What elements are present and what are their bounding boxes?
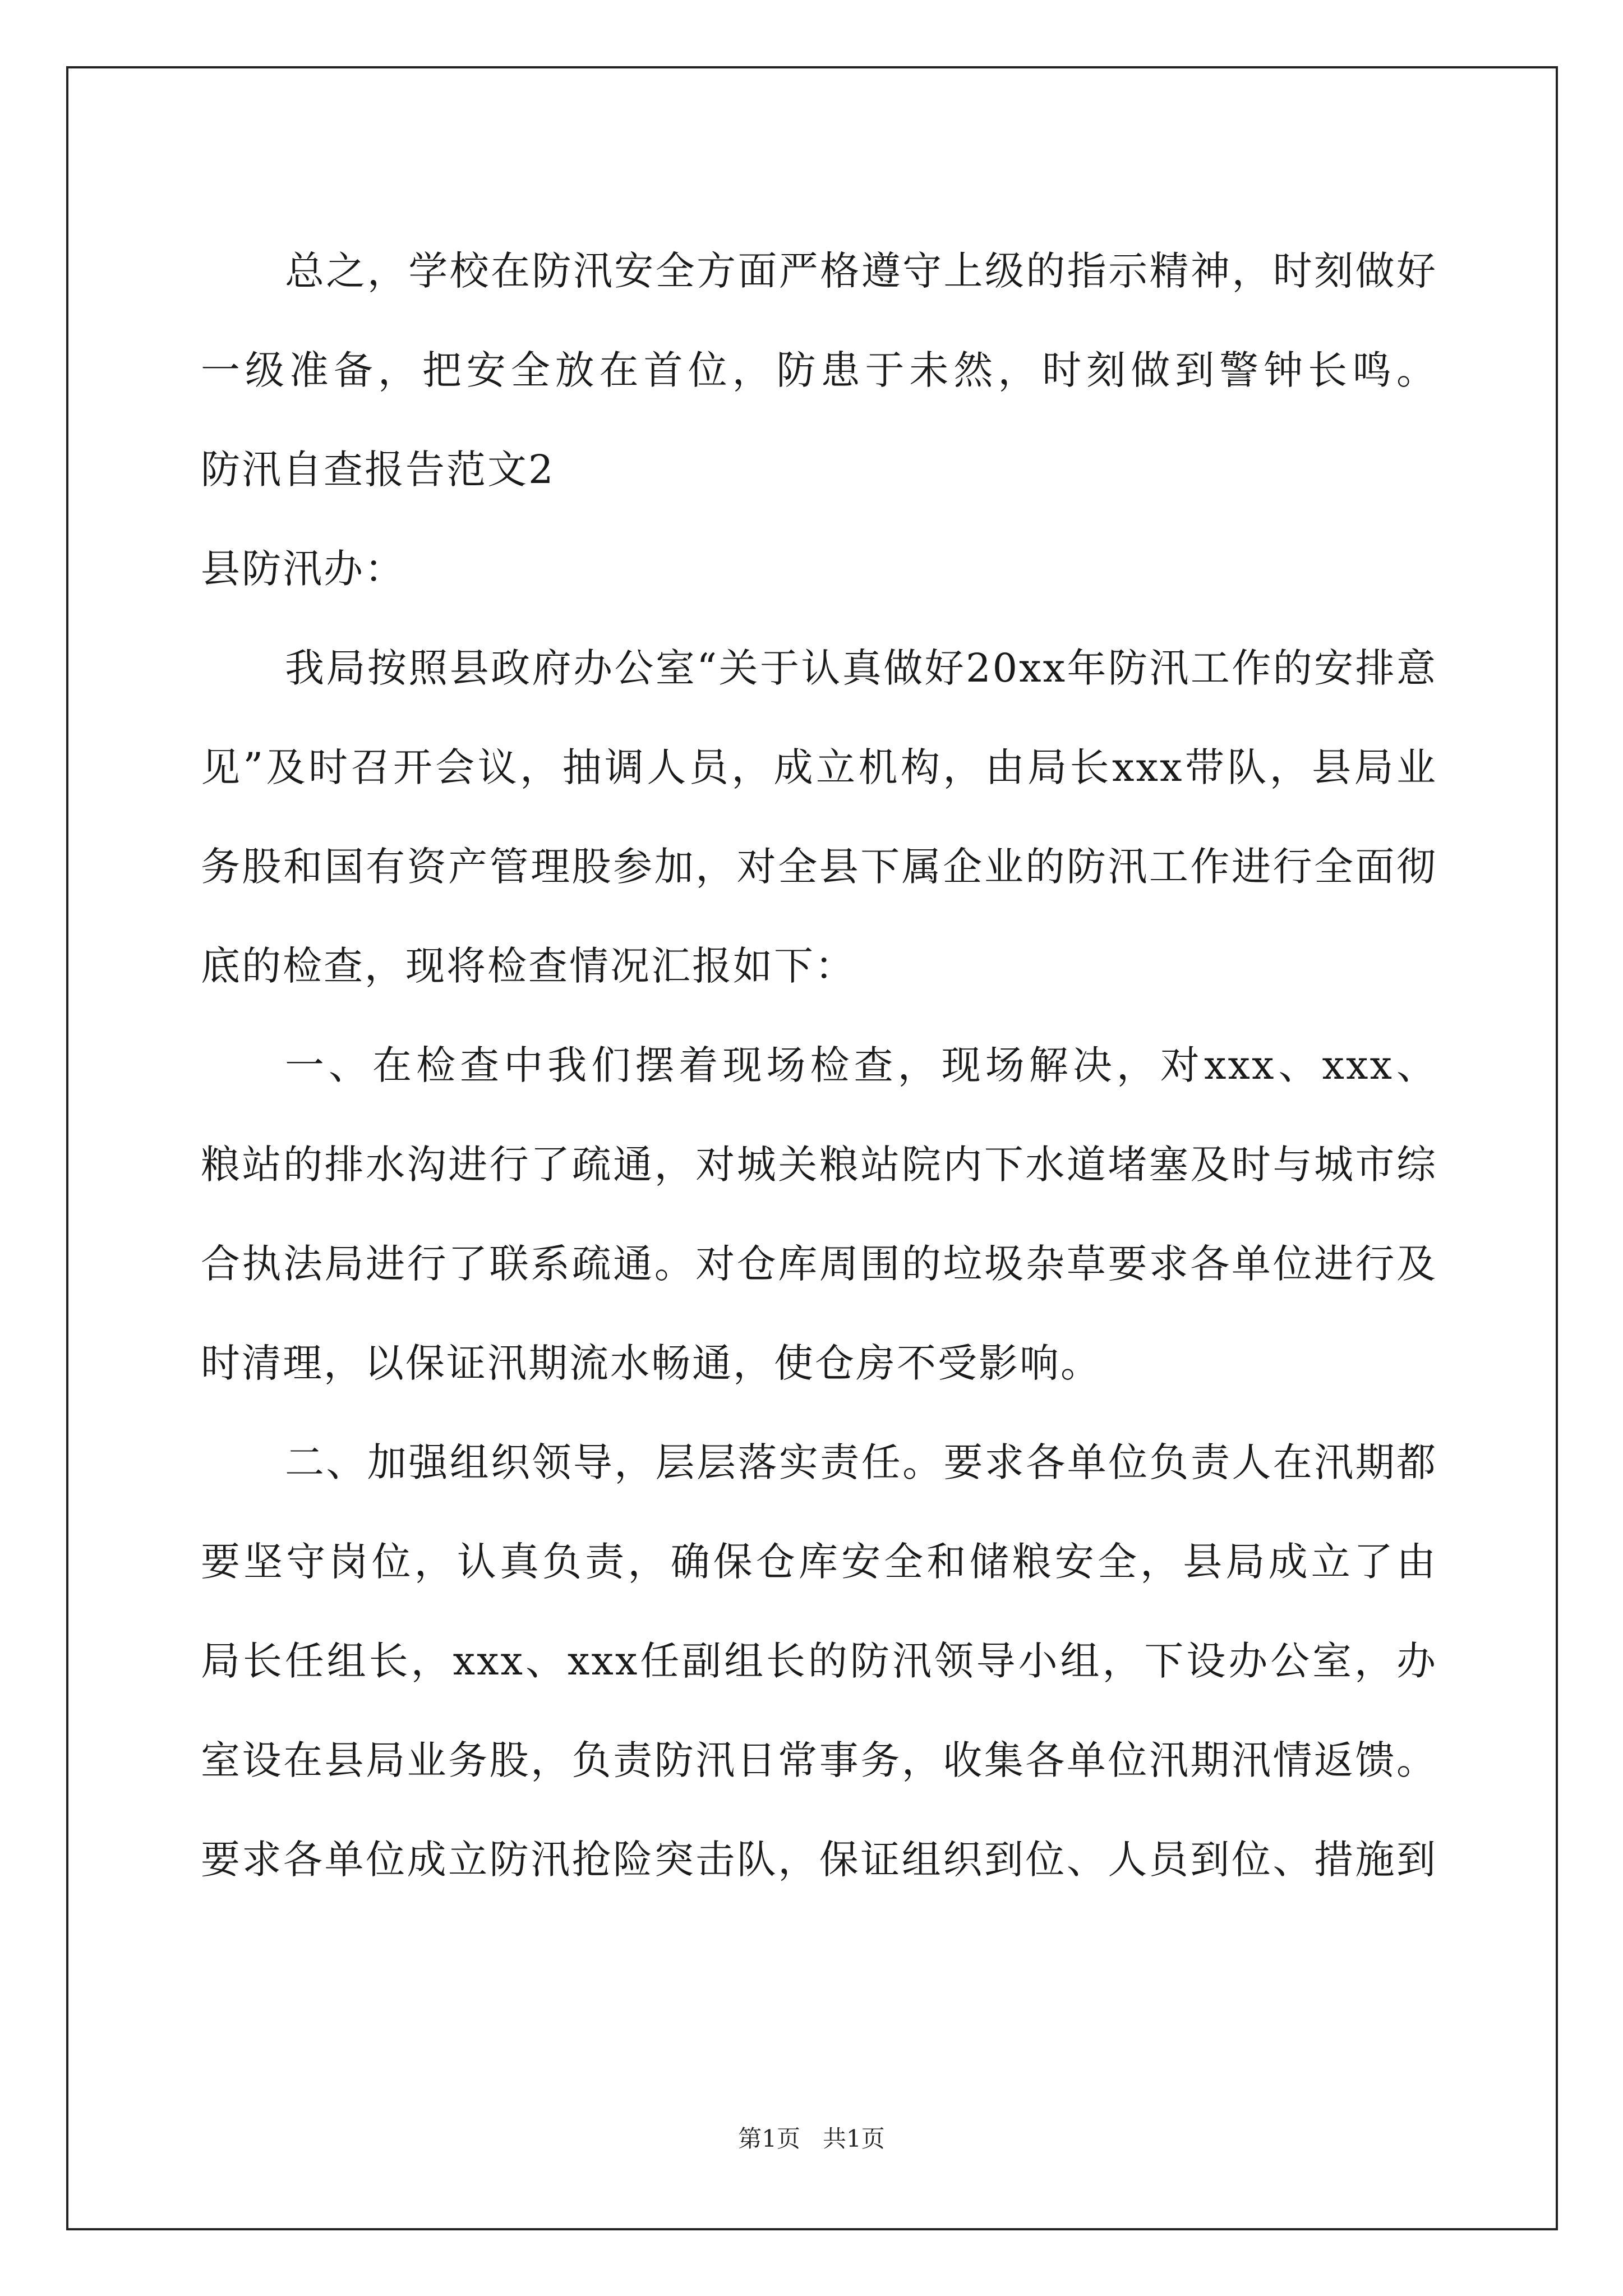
paragraph-4-line-3: 局长任组长，xxx、xxx任副组长的防汛领导小组，下设办公室，办: [201, 1638, 1437, 1684]
paragraph-4-line-5: 要求各单位成立防汛抢险突击队，保证组织到位、人员到位、措施到: [201, 1837, 1437, 1883]
paragraph-4-line-2: 要坚守岗位，认真负责，确保仓库安全和储粮安全，县局成立了由: [201, 1539, 1437, 1585]
salutation: 县防汛办：: [201, 546, 405, 592]
document-body: [201, 222, 1437, 1910]
page-footer: 第1页 共1页: [738, 2125, 885, 2152]
paragraph-1-line-1: 总之，学校在防汛安全方面严格遵守上级的指示精神，时刻做好: [285, 248, 1437, 294]
paragraph-3-line-3: 合执法局进行了联系疏通。对仓库周围的垃圾杂草要求各单位进行及: [201, 1241, 1437, 1287]
paragraph-4-line-4: 室设在县局业务股，负责防汛日常事务，收集各单位汛期汛情返馈。: [201, 1737, 1437, 1783]
paragraph-4-line-1: 二、加强组织领导，层层落实责任。要求各单位负责人在汛期都: [285, 1439, 1437, 1485]
paragraph-3-line-2: 粮站的排水沟进行了疏通，对城关粮站院内下水道堵塞及时与城市综: [201, 1142, 1437, 1188]
paragraph-2-line-2: 见”及时召开会议，抽调人员，成立机构，由局长xxx带队，县局业: [201, 744, 1437, 790]
paragraph-3-line-4: 时清理，以保证汛期流水畅通，使仓房不受影响。: [201, 1340, 1101, 1386]
paragraph-3-line-1: 一、在检查中我们摆着现场检查，现场解决，对xxx、xxx、: [285, 1042, 1437, 1088]
section-heading: 防汛自查报告范文2: [201, 447, 555, 493]
paragraph-1-line-2: 一级准备，把安全放在首位，防患于未然，时刻做到警钟长鸣。: [201, 347, 1437, 393]
paragraph-2-line-4: 底的检查，现将检查情况汇报如下：: [201, 943, 856, 989]
paragraph-2-line-1: 我局按照县政府办公室“关于认真做好20xx年防汛工作的安排意: [285, 645, 1437, 691]
paragraph-2-line-3: 务股和国有资产管理股参加，对全县下属企业的防汛工作进行全面彻: [201, 844, 1437, 890]
